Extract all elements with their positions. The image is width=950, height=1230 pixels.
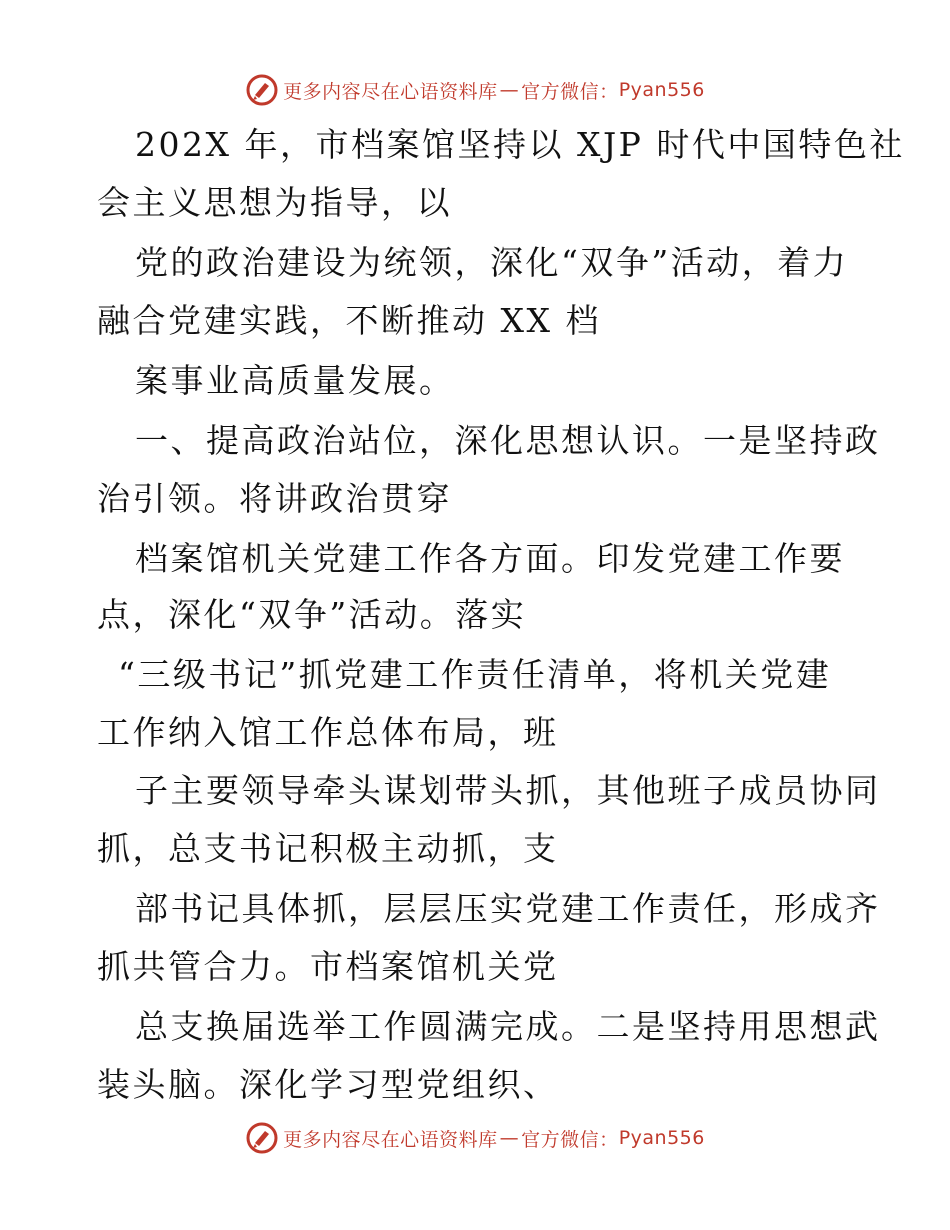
banner-wechat-label: 官方微信： (521, 80, 619, 103)
text-line: 抓，总支书记积极主动抓，支 (97, 829, 559, 868)
banner-slogan: 更多内容尽在心语资料库 (283, 80, 498, 103)
text-line: 202X 年，市档案馆坚持以 XJP 时代中国特色社 (135, 125, 905, 164)
text-line: 治引领。将讲政治贯穿 (97, 479, 452, 518)
text-line: 档案馆机关党建工作各方面。印发党建工作要 (135, 539, 845, 578)
text-line: 党的政治建设为统领，深化“双争”活动，着力 (135, 243, 849, 282)
banner-separator: — (499, 1127, 520, 1149)
banner-wechat-handle: Pyan556 (618, 79, 705, 101)
header-banner (0, 70, 950, 110)
banner-wechat-label: 官方微信： (521, 1128, 619, 1151)
banner-slogan: 更多内容尽在心语资料库 (283, 1128, 498, 1151)
text-line: 抓共管合力。市档案馆机关党 (97, 947, 559, 986)
text-line: 融合党建实践，不断推动 XX 档 (97, 301, 601, 340)
text-line: 案事业高质量发展。 (135, 361, 455, 400)
text-line: “三级书记”抓党建工作责任清单，将机关党建 (118, 655, 832, 694)
text-line: 点，深化“双争”活动。落实 (97, 595, 527, 634)
text-line: 子主要领导牵头谋划带头抓，其他班子成员协同 (135, 771, 881, 810)
banner-separator: — (499, 79, 520, 101)
brand-logo-icon (245, 1121, 279, 1155)
text-line: 部书记具体抓，层层压实党建工作责任，形成齐 (135, 889, 881, 928)
banner-wechat-handle: Pyan556 (618, 1127, 705, 1149)
text-line: 总支换届选举工作圆满完成。二是坚持用思想武 (135, 1007, 881, 1046)
text-line: 装头脑。深化学习型党组织、 (97, 1065, 559, 1104)
text-line: 会主义思想为指导，以 (97, 183, 452, 222)
text-line: 工作纳入馆工作总体布局，班 (97, 713, 559, 752)
footer-banner (0, 1118, 950, 1158)
text-line: 一、提高政治站位，深化思想认识。一是坚持政 (135, 421, 881, 460)
brand-logo-icon (245, 73, 279, 107)
